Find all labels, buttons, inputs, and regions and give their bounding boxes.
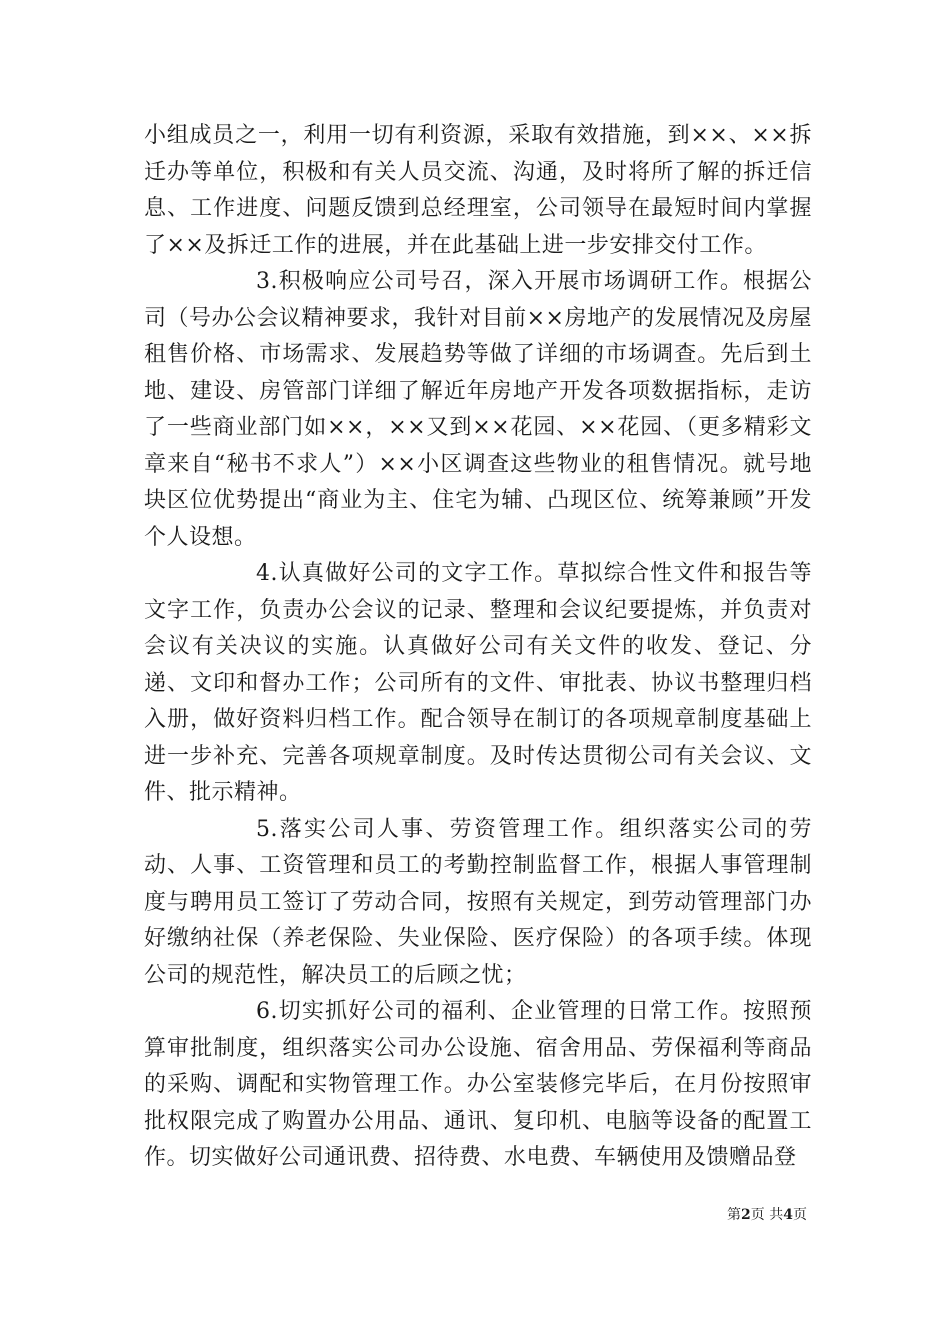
footer-total-pages: 4 <box>783 1207 793 1223</box>
paragraph-continuation: 小组成员之一，利用一切有利资源，采取有效措施，到××、××拆迁办等单位，积极和有关人员交流、沟通，及时将所了解的拆迁信息、工作进度、问题反馈到总经理室，公司领导在最短时间内掌握了××及拆迁工作的进展，并在此基础上进一步安排交付工作。 <box>144 123 812 258</box>
paragraph-welfare-management: 6.切实抓好公司的福利、企业管理的日常工作。按照预算审批制度，组织落实公司办公设施、宿舍用品、劳保福利等商品的采购、调配和实物管理工作。办公室装修完毕后，在月份按照审批权限完成了购置办公用品、通讯、复印机、电脑等设备的配置工作。切实做好公司通讯费、招待费、水电费、车辆使用及馈赠品登 <box>144 999 812 1170</box>
footer-current-page: 2 <box>741 1207 751 1223</box>
paragraph-market-research: 3.积极响应公司号召，深入开展市场调研工作。根据公司（号办公会议精神要求，我针对目前××房地产的发展情况及房屋租售价格、市场需求、发展趋势等做了详细的市场调查。先后到土地、建设、房管部门详细了解近年房地产开发各项数据指标，走访了一些商业部门如××，××又到××花园、××花园、（更多精彩文章来自“秘书不求人”）××小区调查这些物业的租售情况。就号地块区位优势提出“商业为主、住宅为辅、凸现区位、统筹兼顾”开发个人设想。 <box>144 269 812 550</box>
paragraph-personnel-management: 5.落实公司人事、劳资管理工作。组织落实公司的劳动、人事、工资管理和员工的考勤控制监督工作，根据人事管理制度与聘用员工签订了劳动合同，按照有关规定，到劳动管理部门办好缴纳社保（养老保险、失业保险、医疗保险）的各项手续。体现公司的规范性，解决员工的后顾之忧； <box>144 816 812 988</box>
footer-suffix: 页 <box>793 1207 807 1223</box>
page-number-footer <box>727 1204 807 1224</box>
document-body <box>144 118 812 1177</box>
paragraph-writing-work: 4.认真做好公司的文字工作。草拟综合性文件和报告等文字工作，负责办公会议的记录、整理和会议纪要提炼，并负责对会议有关决议的实施。认真做好公司有关文件的收发、登记、分递、文印和督办工作；公司所有的文件、审批表、协议书整理归档入册，做好资料归档工作。配合领导在制订的各项规章制度基础上进一步补充、完善各项规章制度。及时传达贯彻公司有关会议、文件、批示精神。 <box>144 561 812 805</box>
footer-prefix: 第 <box>727 1207 742 1223</box>
footer-middle: 页 共 <box>750 1207 784 1223</box>
